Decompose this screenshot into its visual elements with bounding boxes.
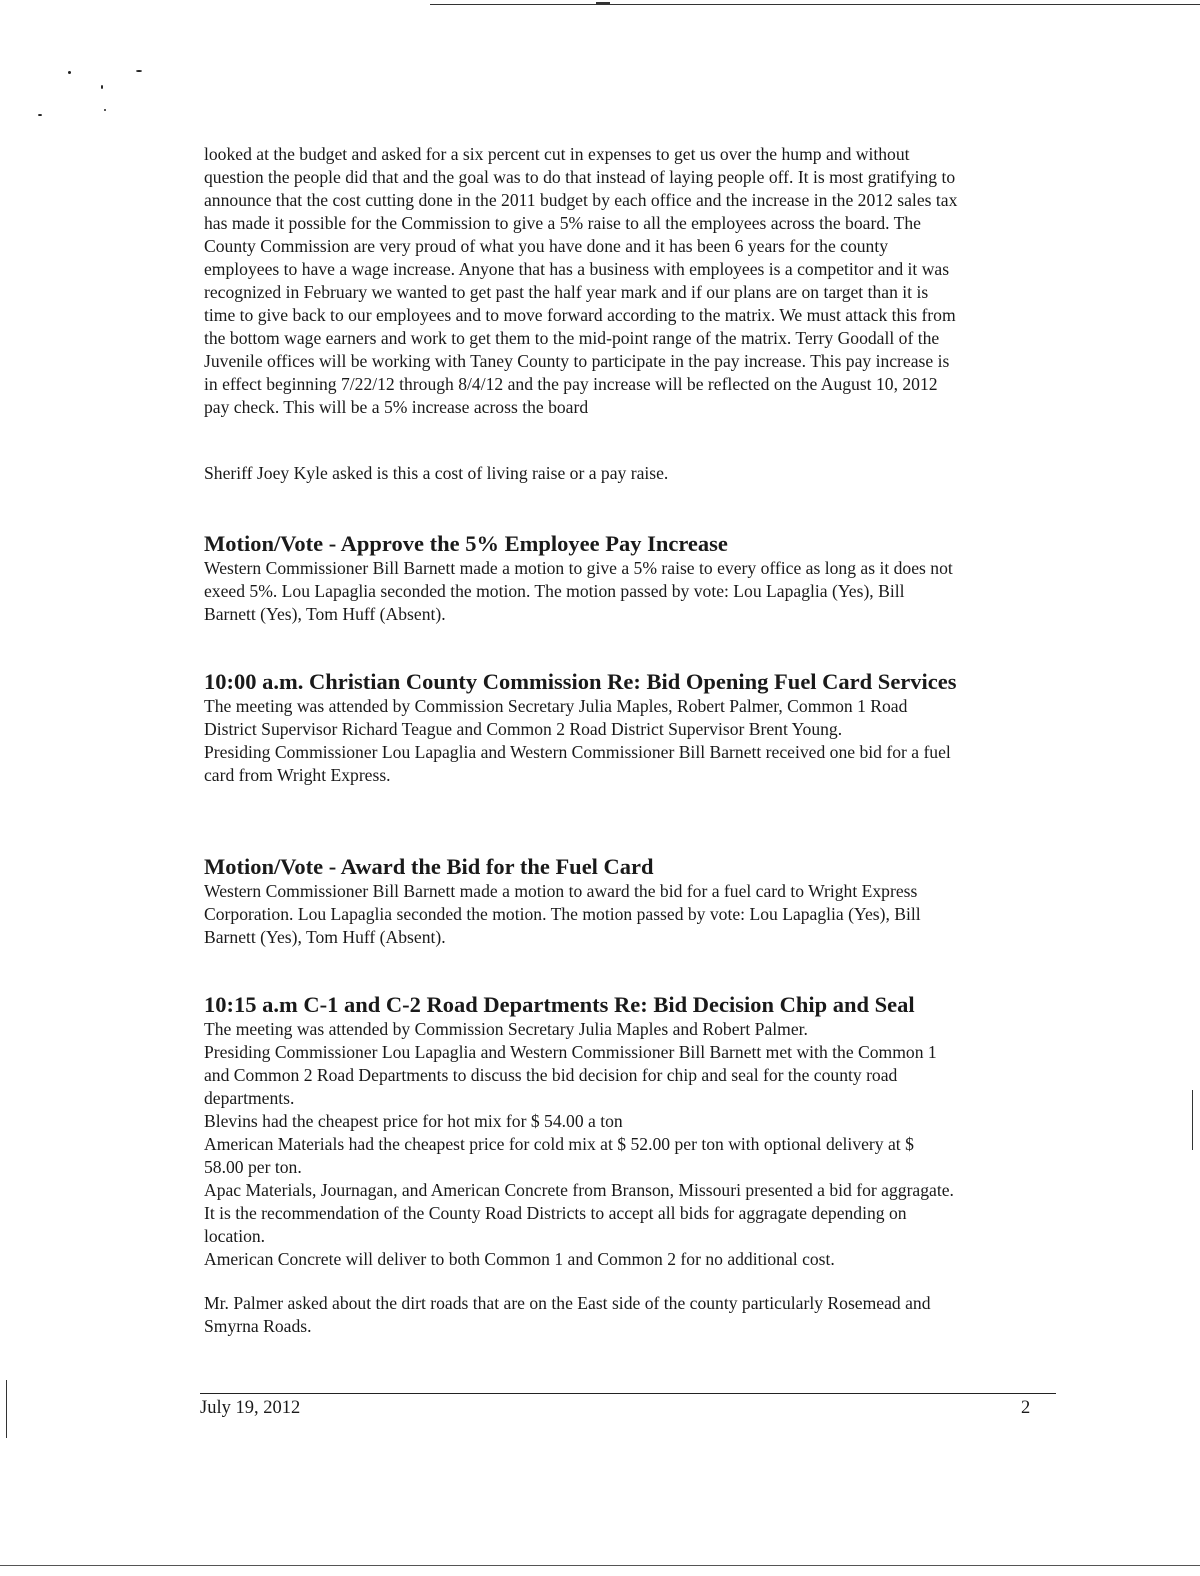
- scan-artifact-left-bar: [6, 1380, 7, 1438]
- scan-artifact-dot: [68, 71, 71, 74]
- text-line: County Commission are very proud of what you have done and it has been 6 years for the county: [204, 236, 889, 256]
- section-body-chip-and-seal-bid: [204, 1018, 1064, 1271]
- intro-paragraph: [204, 143, 1064, 419]
- text-line: announce that the cost cutting done in the 2011 budget by each office and the increase in the 2012 sales tax: [204, 190, 958, 210]
- text-line: and Common 2 Road Departments to discuss the bid decision for chip and seal for the county road: [204, 1065, 898, 1085]
- footer-rule: [200, 1393, 1056, 1394]
- palmer-question: [204, 1292, 1064, 1338]
- text-line: Presiding Commissioner Lou Lapaglia and Western Commissioner Bill Barnett met with the Common 1: [204, 1042, 937, 1062]
- sheriff-question: [204, 462, 1064, 485]
- section-heading-chip-and-seal-bid: 10:15 a.m C-1 and C-2 Road Departments Re: Bid Decision Chip and Seal: [204, 992, 915, 1017]
- text-line: departments.: [204, 1088, 295, 1108]
- text-line: Barnett (Yes), Tom Huff (Absent).: [204, 927, 446, 947]
- text-line: location.: [204, 1226, 266, 1246]
- text-line: in effect beginning 7/22/12 through 8/4/12 and the pay increase will be reflected on the August 10, 2012: [204, 374, 938, 394]
- text-line: American Concrete will deliver to both Common 1 and Common 2 for no additional cost.: [204, 1249, 835, 1269]
- page-number: 2: [1021, 1398, 1031, 1418]
- section-heading-pay-increase-vote: Motion/Vote - Approve the 5% Employee Pay Increase: [204, 531, 728, 556]
- scan-artifact-top-tick: [596, 2, 610, 4]
- text-line: It is the recommendation of the County Road Districts to accept all bids for aggragate depending on: [204, 1203, 907, 1223]
- document-body: [204, 143, 1064, 1338]
- scan-artifact-dot: [38, 114, 42, 116]
- text-line: question the people did that and the goal was to do that instead of laying people off. It is most gratifying to: [204, 167, 956, 187]
- text-line: time to give back to our employees and to move forward according to the matrix. We must attack this from: [204, 305, 956, 325]
- scan-artifact-top-line: [430, 4, 1200, 5]
- scan-artifact-right-bar: [1192, 1090, 1193, 1150]
- text-line: Apac Materials, Journagan, and American Concrete from Branson, Missouri presented a bid for aggragate.: [204, 1180, 954, 1200]
- text-line: American Materials had the cheapest price for cold mix at $ 52.00 per ton with optional delivery at $: [204, 1134, 914, 1154]
- text-line: Barnett (Yes), Tom Huff (Absent).: [204, 604, 446, 624]
- section-heading-fuel-card-award-vote: Motion/Vote - Award the Bid for the Fuel Card: [204, 854, 654, 879]
- scan-artifact-dot: [136, 70, 142, 72]
- scan-artifact-dot: [104, 109, 106, 111]
- text-line: Juvenile offices will be working with Taney County to participate in the pay increase. This pay increase is: [204, 351, 950, 371]
- text-line: Presiding Commissioner Lou Lapaglia and Western Commissioner Bill Barnett received one bid for a fuel: [204, 742, 951, 762]
- text-line: 58.00 per ton.: [204, 1157, 302, 1177]
- text-line: has made it possible for the Commission to give a 5% raise to all the employees across the board. The: [204, 213, 921, 233]
- scan-artifact-bottom-line: [0, 1565, 1200, 1566]
- text-line: Corporation. Lou Lapaglia seconded the motion. The motion passed by vote: Lou Lapaglia (Yes), Bill: [204, 904, 921, 924]
- text-line: employees to have a wage increase. Anyone that has a business with employees is a competitor and it was: [204, 259, 950, 279]
- text-line: Mr. Palmer asked about the dirt roads that are on the East side of the county particularly Rosemead and: [204, 1293, 931, 1313]
- text-line: The meeting was attended by Commission Secretary Julia Maples and Robert Palmer.: [204, 1019, 808, 1039]
- section-body-fuel-card-award-vote: [204, 880, 1064, 949]
- text-line: District Supervisor Richard Teague and Common 2 Road District Supervisor Brent Young.: [204, 719, 843, 739]
- text-line: Western Commissioner Bill Barnett made a motion to give a 5% raise to every office as long as it does not: [204, 558, 953, 578]
- footer-date: July 19, 2012: [200, 1398, 301, 1418]
- text-line: recognized in February we wanted to get past the half year mark and if our plans are on target than it is: [204, 282, 929, 302]
- text-line: the bottom wage earners and work to get them to the mid-point range of the matrix. Terry Goodall of the: [204, 328, 940, 348]
- section-heading-fuel-card-bid-opening: 10:00 a.m. Christian County Commission Re: Bid Opening Fuel Card Services: [204, 669, 957, 694]
- text-line: exeed 5%. Lou Lapaglia seconded the motion. The motion passed by vote: Lou Lapaglia (Yes), Bill: [204, 581, 905, 601]
- text-line: Sheriff Joey Kyle asked is this a cost of living raise or a pay raise.: [204, 463, 669, 483]
- text-line: looked at the budget and asked for a six percent cut in expenses to get us over the hump and without: [204, 144, 910, 164]
- text-line: Blevins had the cheapest price for hot mix for $ 54.00 a ton: [204, 1111, 623, 1131]
- text-line: Smyrna Roads.: [204, 1316, 312, 1336]
- text-line: pay check. This will be a 5% increase across the board: [204, 397, 589, 417]
- section-body-fuel-card-bid-opening: [204, 695, 1064, 787]
- text-line: Western Commissioner Bill Barnett made a motion to award the bid for a fuel card to Wright Express: [204, 881, 918, 901]
- scan-artifact-dot: [101, 85, 103, 89]
- text-line: card from Wright Express.: [204, 765, 391, 785]
- section-body-pay-increase-vote: [204, 557, 1064, 626]
- text-line: The meeting was attended by Commission Secretary Julia Maples, Robert Palmer, Common 1 Road: [204, 696, 908, 716]
